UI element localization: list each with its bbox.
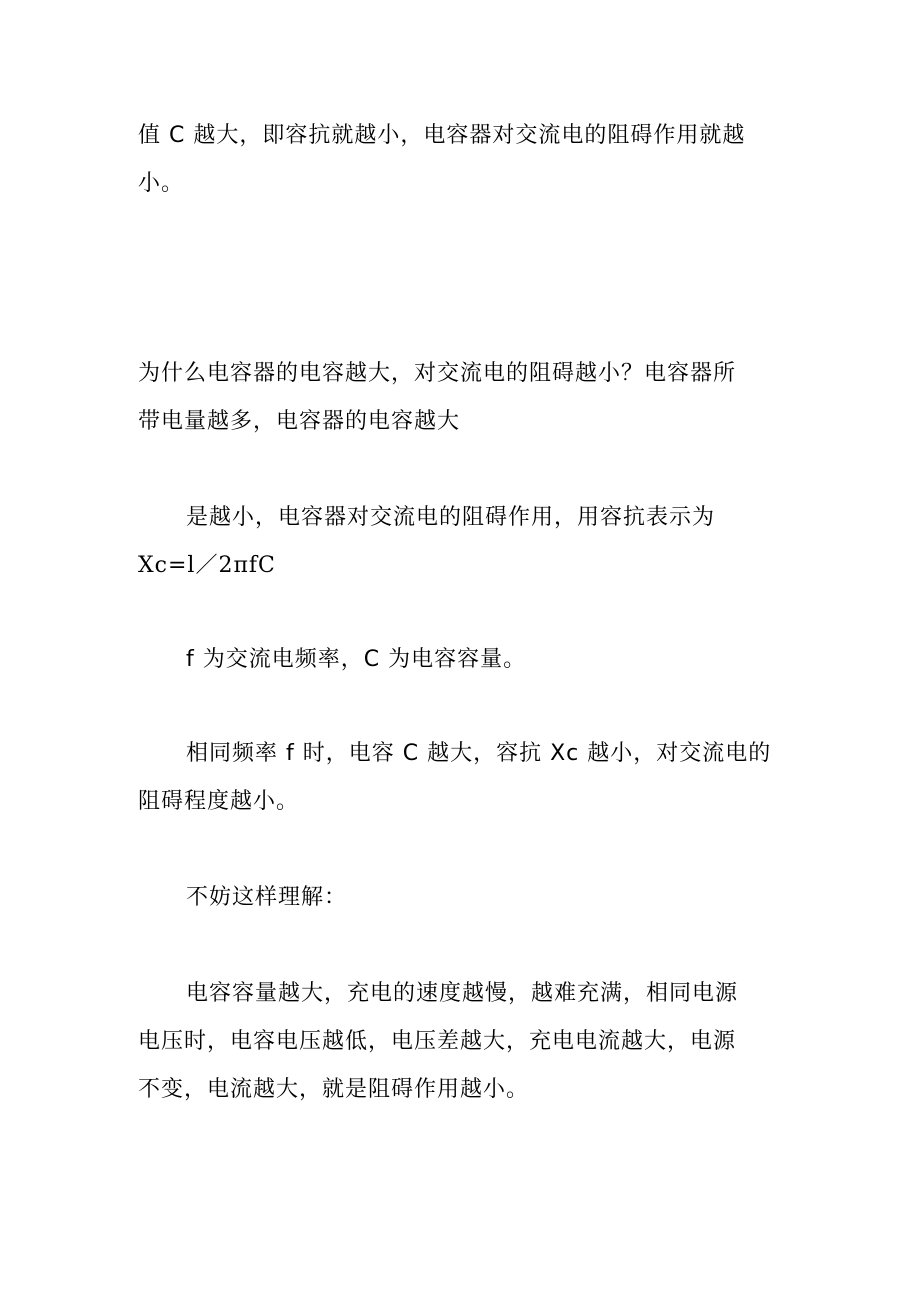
text-line: f 为交流电频率，C 为电容容量。 bbox=[186, 647, 527, 672]
paragraph-understanding-intro bbox=[138, 874, 788, 922]
text-line: 相同频率 f 时，电容 C 越大，容抗 Xc 越小，对交流电的 bbox=[186, 741, 772, 766]
formula-line: Xc=l／2πfC bbox=[138, 553, 276, 578]
paragraph-reactance-formula bbox=[138, 494, 788, 590]
text-line: 阻碍程度越小。 bbox=[138, 789, 300, 814]
text-line: 带电量越多，电容器的电容越大 bbox=[138, 409, 461, 434]
text-line: 电压时，电容电压越低，电压差越大，充电电流越大，电源 bbox=[138, 1029, 737, 1054]
paragraph-variable-definitions bbox=[138, 636, 788, 684]
paragraph-same-frequency bbox=[138, 730, 788, 826]
paragraph-question bbox=[138, 350, 788, 446]
text-line: 电容容量越大，充电的速度越慢，越难充满，相同电源 bbox=[186, 981, 739, 1006]
text-line: 值 C 越大，即容抗就越小，电容器对交流电的阻碍作用就越 bbox=[138, 123, 746, 148]
text-line: 不变，电流越大，就是阻碍作用越小。 bbox=[138, 1077, 530, 1102]
text-line: 不妨这样理解： bbox=[186, 885, 348, 910]
paragraph-charging-explanation bbox=[138, 970, 788, 1114]
paragraph-capacitance-conclusion bbox=[138, 112, 788, 208]
text-line: 是越小，电容器对交流电的阻碍作用，用容抗表示为 bbox=[186, 505, 716, 530]
text-line: 为什么电容器的电容越大，对交流电的阻碍越小？电容器所 bbox=[138, 361, 737, 386]
text-line: 小。 bbox=[138, 171, 185, 196]
